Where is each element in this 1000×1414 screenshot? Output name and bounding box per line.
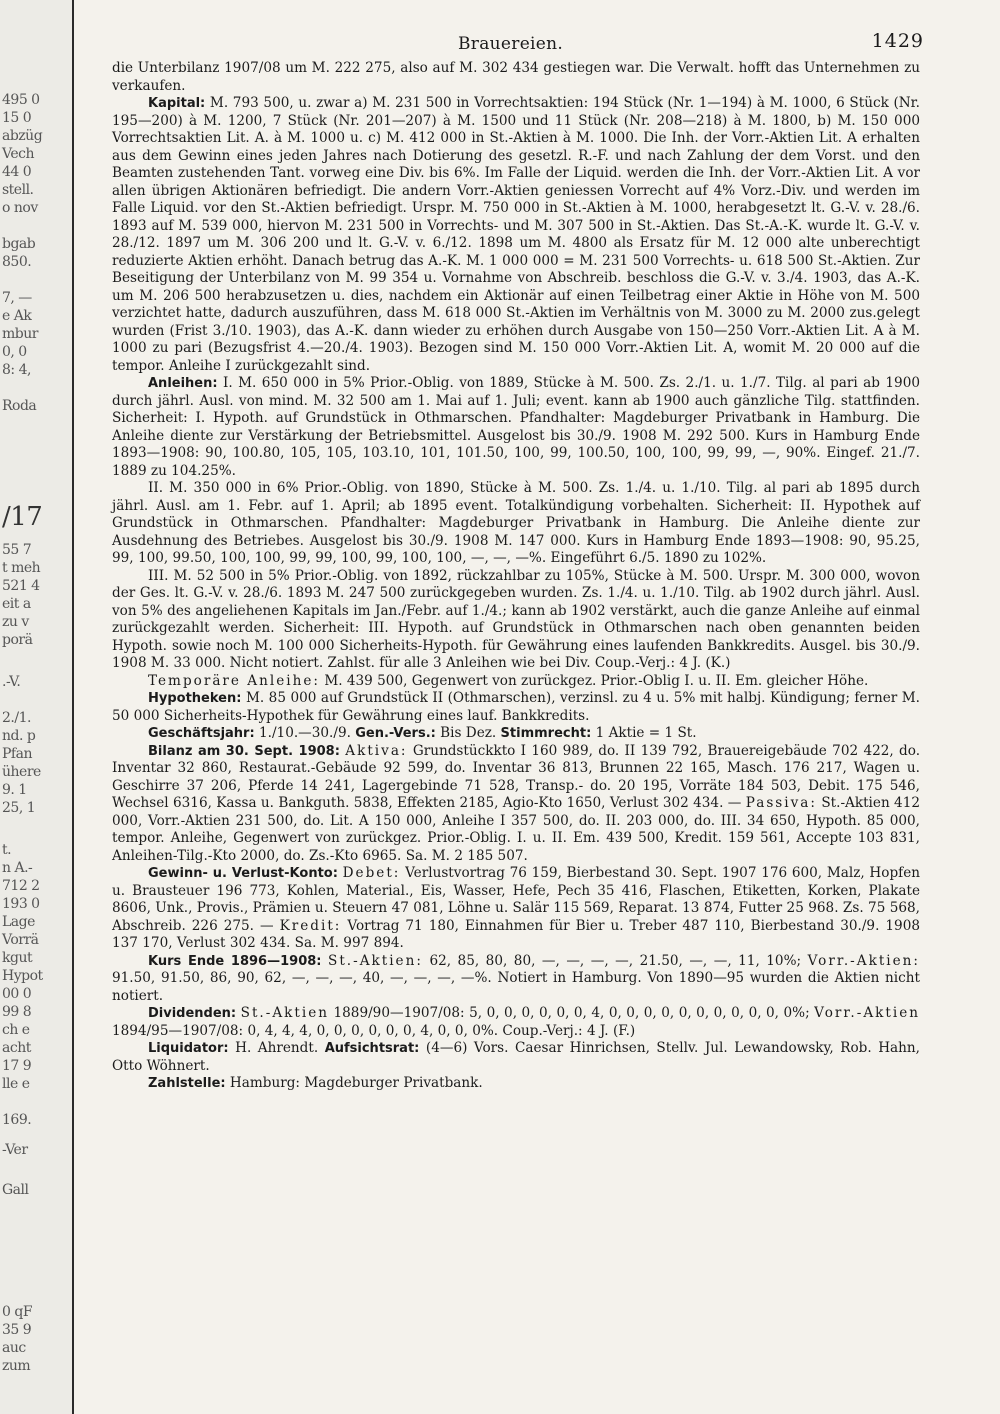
- margin-fragment: 15 0: [2, 110, 32, 126]
- paragraph: [112, 60, 920, 95]
- text-run: die Unterbilanz 1907/08 um M. 222 275, also auf M. 302 434 gestiegen war. Die Verwalt. hofft das Unternehmen zu verkaufen.: [112, 60, 920, 94]
- margin-fragment: nd. p: [2, 728, 36, 744]
- text-run: 1889/90—1907/08: 5, 0, 0, 0, 0, 0, 0, 4, 0, 0, 0, 0, 0, 0, 0, 0, 0, 0, 0%;: [329, 1005, 815, 1021]
- margin-fragment: auc: [2, 1340, 26, 1356]
- page-number: 1429: [871, 30, 924, 52]
- text-run: 91.50, 91.50, 86, 90, 62, —, —, —, 40, —, —, —, —%. Notiert in Hamburg. Von 1890—95 wurden die Aktien nicht notiert.: [112, 970, 920, 1004]
- spaced-label: St.-Aktien:: [328, 952, 423, 969]
- spaced-label: Debet:: [342, 865, 401, 881]
- margin-fragment: Gall: [2, 1182, 29, 1198]
- margin-fragment: 00 0: [2, 986, 32, 1002]
- paragraph: [112, 568, 920, 673]
- text-run: III. M. 52 500 in 5% Prior.-Oblig. von 1892, rückzahlbar zu 105%, Stücke à M. 500. Urspr. M. 300 000, wovon der Ges. lt. G.-V. v. 28./6. 1893 M. 247 500 zurückgegeben wurden. Zs. 1./4. u. 1./10. Tilg. ab 1902 durch jährl. Ausl. von 5% des angeliehenen Kapitals im Jan./Febr. auf 1./4.; kann ab 1902 verstärkt, auch die ganze Anleihe auf einmal zurückgezahlt werden. Sicherheit: III. Hypoth. auf Grundstück in Othmarschen nach oben genannten beiden Hypoth. sowie noch M. 100 000 Sicherheits-Hypoth. für Gewährung eines laufenden Bankkredits. Ausgel. bis 30./9. 1908 M. 33 000. Nicht notiert. Zahlst. für alle 3 Anleihen wie bei Div. Coup.-Verj.: 4 J. (K.): [112, 567, 920, 671]
- document-page: [112, 30, 924, 1093]
- margin-fragment: porä: [2, 632, 33, 648]
- paragraph: [112, 725, 920, 743]
- margin-fragment: Lage: [2, 914, 35, 930]
- text-run: Verlustvortrag 76 159, Bierbestand 30. Sept. 1907 176 600, Malz, Hopfen u. Brausteuer 196 773, Kohlen, Material., Eis, Wasser, Hefe, Pech 35 416, Flaschen, Etiketten, Korken, Plakate 8606, Unk., Provis., Prämien u. Steuern 47 081, Löhne u. Salär 115 569, Reparat. 13 874, Futter 25 968. Zs. 75 568, Abschreib. 226 275. —: [112, 865, 920, 934]
- spaced-label: Aktiva:: [345, 742, 408, 759]
- margin-fragment: -Ver: [2, 1142, 28, 1158]
- margin-fragment: e Ak: [2, 308, 32, 324]
- text-run: II. M. 350 000 in 6% Prior.-Oblig. von 1890, Stücke à M. 500. Zs. 1./4. u. 1./10. Tilg. al pari ab 1895 durch jährl. Ausl. am 1. Febr. auf 1. April; ab 1895 event. Totalkündigung vorbehalten. Sicherheit: II. Hypothek auf Grundstück in Othmarschen. Pfandhalter: Magdeburger Privatbank in Hamburg. Die Anleihe diente zur Ausdehnung des Betriebes. Ausgelost bis 30./9. 1908 M. 147 000. Kurs in Hamburg Ende 1893—1908: 90, 95.25, 99, 100, 99.50, 100, 100, 99, 99, 100, 99, 100, 100, —, —, —%. Eingeführt 6./5. 1890 zu 102%.: [112, 480, 920, 566]
- margin-fragment: stell.: [2, 182, 34, 198]
- margin-fragment: zu v: [2, 614, 29, 630]
- section-label: Dividenden:: [148, 1006, 237, 1021]
- section-label: Geschäftsjahr:: [148, 726, 255, 741]
- text-run: H. Ahrendt.: [228, 1040, 325, 1056]
- margin-fragment: t meh: [2, 560, 41, 576]
- paragraph: [112, 480, 920, 568]
- margin-fragment: zum: [2, 1358, 31, 1374]
- spaced-label: St.-Aktien: [240, 1005, 329, 1021]
- margin-fragment: 193 0: [2, 896, 40, 912]
- text-run: 62, 85, 80, 80, —, —, —, —, 21.50, —, —, 11, 10%;: [422, 952, 808, 969]
- adjacent-page-margin: [0, 0, 74, 1414]
- paragraph: [112, 743, 920, 866]
- paragraph: [112, 953, 920, 1006]
- margin-fragment: eit a: [2, 596, 31, 612]
- margin-fragment: bgab: [2, 236, 36, 252]
- margin-fragment: acht: [2, 1040, 31, 1056]
- text-run: (4—6) Vors. Caesar Hinrichsen, Stellv. Jul. Lewandowsky, Rob. Hahn, Otto Wöhnert.: [112, 1040, 920, 1074]
- margin-fragment: 7, —: [2, 290, 32, 306]
- text-run: St.-Aktien 412 000, Vorr.-Aktien 231 500, do. Lit. A 150 000, Anleihe I 357 500, do. II. 203 000, do. III. 34 650, Hypoth. 85 000, tempor. Anleihe, Gegenwert von zurückgez. Prior.-Oblig. I. u. II. Em. 439 500, Kredit. 159 561, Accepte 103 831, Anleihen-Tilg.-Kto 2000, do. Zs.-Kto 6965. Sa. M. 2 185 507.: [112, 795, 920, 864]
- margin-fragment: 712 2: [2, 878, 40, 894]
- margin-fragment: 2./1.: [2, 710, 31, 726]
- text-run: M. 439 500, Gegenwert von zurückgez. Prior.-Oblig I. u. II. Em. gleicher Höhe.: [320, 672, 869, 689]
- text-run: M. 85 000 auf Grundstück II (Othmarschen), verzinsl. zu 4 u. 5% mit halbj. Kündigung; ferner M. 50 000 Sicherheits-Hypothek für Gewährung eines lauf. Bankkredits.: [112, 690, 920, 724]
- margin-fragment: n A.-: [2, 860, 33, 876]
- margin-fragment: abzüg: [2, 128, 43, 144]
- paragraph: [112, 95, 920, 375]
- section-label: Bilanz am 30. Sept. 1908:: [148, 743, 340, 759]
- text-run: I. M. 650 000 in 5% Prior.-Oblig. von 1889, Stücke à M. 500. Zs. 2./1. u. 1./7. Tilg. al pari ab 1900 durch jährl. Ausl. von mind. M. 32 500 am 1. Mai auf 1. Juli; event. kann ab 1900 auch gänzliche Tilg. stattfinden. Sicherheit: I. Hypoth. auf Grundstück in Othmarschen. Pfandhalter: Magdeburger Privatbank in Hamburg. Die Anleihe diente zur Verstärkung der Betriebsmittel. Ausgelost bis 30./9. 1908 M. 292 500. Kurs in Hamburg Ende 1893—1908: 90, 100.80, 105, 105, 103.10, 101, 101.50, 100, 99, 100.50, 100, 100, 99, 99, —, 90%. Eingef. 21./7. 1889 zu 104.25%.: [112, 375, 920, 479]
- section-label: Kapital:: [148, 96, 206, 111]
- margin-fragment: t.: [2, 842, 12, 858]
- margin-fragment: ch e: [2, 1022, 30, 1038]
- margin-fragment: 850.: [2, 254, 32, 270]
- margin-fragment: o nov: [2, 200, 38, 216]
- text-run: Hamburg: Magdeburger Privatbank.: [225, 1075, 483, 1091]
- text-run: 1 Aktie = 1 St.: [591, 725, 697, 741]
- paragraph: [112, 673, 920, 691]
- margin-fragment: /17: [2, 502, 43, 532]
- margin-fragment: lle e: [2, 1076, 30, 1092]
- section-label: Stimmrecht:: [500, 726, 592, 741]
- margin-fragment: 25, 1: [2, 800, 36, 816]
- section-label: Hypotheken:: [148, 691, 242, 706]
- section-label: Aufsichtsrat:: [324, 1041, 420, 1056]
- margin-fragment: 495 0: [2, 92, 40, 108]
- margin-fragment: 35 9: [2, 1322, 32, 1338]
- section-label: Anleihen:: [148, 376, 218, 391]
- text-run: Grundstückkto I 160 989, do. II 139 792, Brauereigebäude 702 422, do. Inventar 32 860, Restaurat.-Gebäude 92 599, do. Inventar 36 813, Brunnen 22 165, Masch. 176 217, Wagen u. Geschirre 37 206, Pferde 14 241, Lagergebinde 71 528, Transp.- do. 20 195, Vorräte 184 503, Debit. 175 546, Wechsel 6316, Kassa u. Bankguth. 5838, Effekten 2185, Agio-Kto 1650, Verlust 302 434. —: [112, 742, 921, 811]
- section-label: Kurs Ende 1896—1908:: [148, 953, 322, 969]
- margin-fragment: ühere: [2, 764, 41, 780]
- spaced-label: Passiva:: [745, 795, 817, 811]
- paragraph: [112, 690, 920, 725]
- margin-fragment: Pfan: [2, 746, 32, 762]
- text-run: Bis Dez.: [435, 725, 501, 741]
- text-run: M. 793 500, u. zwar a) M. 231 500 in Vorrechtsaktien: 194 Stück (Nr. 1—194) à M. 1000, 6 Stück (Nr. 195—200) à M. 1200, 7 Stück (Nr. 201—207) à M. 1500 und 11 Stück (Nr. 208—218) à M. 1800, b) M. 150 000 Vorrechtsaktien Lit. A. à M. 1000 u. c) M. 412 000 in St.-Aktien à M. 1000. Die Inh. der Vorr.-Aktien Lit. A erhalten aus dem Gewinn eines jeden Jahres nach Dotierung des gesetzl. R.-F. und nach Zahlung der dem Vorst. und den Beamten zustehenden Tant. vorweg eine Div. bis 6%. Im Falle der Liquid. werden die Inh. der Vorr.-Aktien Lit. A vor allen übrigen Aktionären befriedigt. Die andern Vorr.-Aktien geniessen Vorrecht auf 4% Vorz.-Div. und werden im Falle Liquid. vor den St.-Aktien befriedigt. Urspr. M. 750 000 in St.-Aktien à M. 1000, herabgesetzt lt. G.-V. v. 28./6. 1893 auf M. 539 000, hiervon M. 231 500 in Vorrechts- und M. 307 500 in St.-Aktien. Das St.-A.-K. wurde lt. G.-V. v. 28./12. 1897 um M. 306 200 und lt. G.-V. v. 6./12. 1898 um M. 4800 als Ersatz für M. 12 000 alte unberechtigt reduzierte Aktien erhöht. Danach betrug das A.-K. M. 1 000 000 = M. 231 500 Vorrechts- u. 618 500 St.-Aktien. Zur Beseitigung der Unterbilanz von M. 99 354 u. Vornahme von Abschreib. beschloss die G.-V. v. 3./4. 1903, das A.-K. um M. 206 500 herabzusetzen u. dies, nachdem ein Aktionär auf einen Teilbetrag einer Aktie in Höhe von M. 500 verzichtet hatte, dadurch auszuführen, dass M. 618 000 St.-Aktien im Verhältnis von M. 3000 zu M. 2000 zus.gelegt wurden (Frist 3./10. 1903), das A.-K. dann wieder zu erhöhen durch Ausgabe von 150—250 Vorr.-Aktien Lit. A à M. 1000 zu pari (Bezugsfrist 4.—20./4. 1903). Bezogen sind M. 150 000 Vorr.-Aktien Lit. A, womit M. 20 000 auf die tempor. Anleihe I zurückgezahlt sind.: [112, 95, 920, 374]
- spaced-label: Temporäre Anleihe:: [148, 672, 320, 689]
- body-text: [112, 60, 920, 1093]
- section-label: Liquidator:: [148, 1041, 229, 1056]
- section-label: Gen.-Vers.:: [355, 726, 436, 741]
- section-label: Zahlstelle:: [148, 1076, 226, 1091]
- margin-fragment: 9. 1: [2, 782, 27, 798]
- margin-fragment: 17 9: [2, 1058, 32, 1074]
- page-header: [112, 30, 924, 60]
- paragraph: [112, 1040, 920, 1075]
- margin-fragment: mbur: [2, 326, 38, 342]
- margin-fragment: Vorrä: [2, 932, 39, 948]
- margin-fragment: 8: 4,: [2, 362, 31, 378]
- margin-fragment: Hypot: [2, 968, 43, 984]
- paragraph: [112, 1075, 920, 1093]
- spaced-label: Vorr.-Aktien: [814, 1005, 920, 1021]
- text-run: 1894/95—1907/08: 0, 4, 4, 4, 0, 0, 0, 0, 0, 0, 4, 0, 0, 0%. Coup.-Verj.: 4 J. (F.): [112, 1022, 636, 1039]
- spaced-label: Vorr.-Aktien:: [807, 952, 921, 969]
- margin-fragment: 169.: [2, 1112, 32, 1128]
- paragraph: [112, 865, 920, 953]
- spaced-label: Kredit:: [279, 917, 342, 934]
- margin-fragment: kgut: [2, 950, 33, 966]
- margin-fragment: 0, 0: [2, 344, 27, 360]
- margin-fragment: 44 0: [2, 164, 32, 180]
- margin-fragment: Vech: [2, 146, 34, 162]
- paragraph: [112, 375, 920, 480]
- margin-fragment: 55 7: [2, 542, 32, 558]
- margin-fragment: 521 4: [2, 578, 40, 594]
- margin-fragment: 0 qF: [2, 1304, 33, 1320]
- margin-fragment: 99 8: [2, 1004, 32, 1020]
- text-run: Vortrag 71 180, Einnahmen für Bier u. Treber 487 110, Bierbestand 30./9. 1908 137 170, Verlust 302 434. Sa. M. 997 894.: [112, 917, 920, 951]
- paragraph: [112, 1005, 920, 1040]
- margin-fragment: .-V.: [2, 674, 21, 690]
- text-run: 1./10.—30./9.: [254, 725, 356, 741]
- running-head: Brauereien.: [458, 34, 564, 54]
- margin-fragment: Roda: [2, 398, 37, 414]
- section-label: Gewinn- u. Verlust-Konto:: [148, 866, 338, 881]
